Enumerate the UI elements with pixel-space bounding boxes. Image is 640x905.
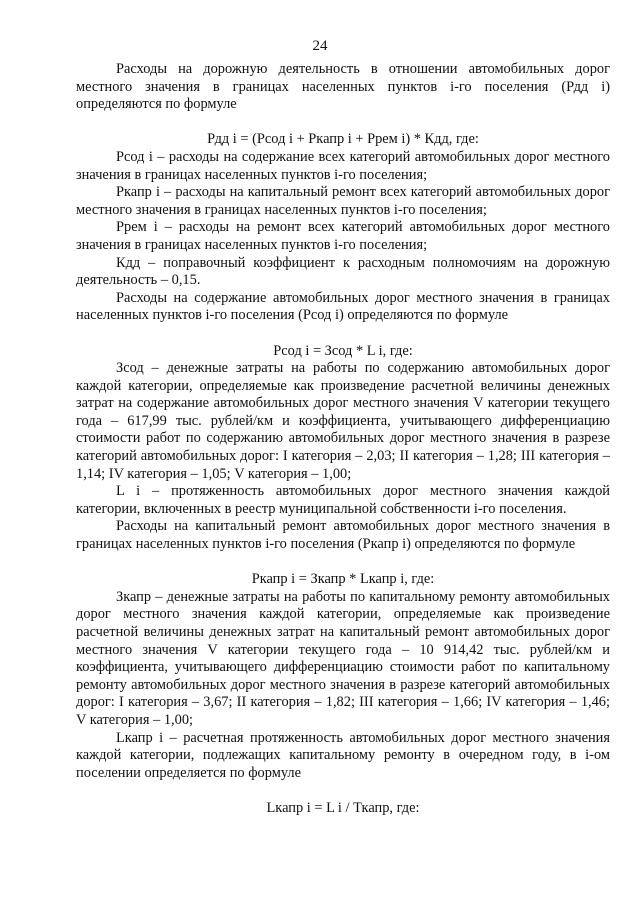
definition-li: L i – протяженность автомобильных дорог местного значения каждой категории, включенных в реестр муниципальной собственности i-го поселения. xyxy=(76,483,610,517)
formula-rdd: Рдд i = (Рсод i + Ркапр i + Ррем i) * Кдд, где: xyxy=(207,131,479,148)
paragraph-rsod-intro: Расходы на содержание автомобильных дорог местного значения в границах населенных пунктов i-го поселения (Рсод i) определяются по формуле xyxy=(76,289,610,324)
definition-kdd: Кдд – поправочный коэффициент к расходным полномочиям на дорожную деятельность – 0,15. xyxy=(76,254,610,289)
document-body xyxy=(76,61,610,818)
definition-rkapr: Ркапр i – расходы на капитальный ремонт всех категорий автомобильных дорог местного значения в границах населенных пунктов i-го поселения; xyxy=(76,184,610,218)
formula-lkapr: Lкапр i = L i / Ткапр, где: xyxy=(266,799,420,816)
definition-lkapr: Lкапр i – расчетная протяженность автомобильных дорог местного значения каждой категории, подлежащих капитальному ремонту в очередном году, в i-ом поселении определяется по формуле xyxy=(76,729,610,781)
definition-rsod: Рсод i – расходы на содержание всех категорий автомобильных дорог местного значения в границах населенных пунктов i-го поселения; xyxy=(76,148,610,183)
definition-zsod: Зсод – денежные затраты на работы по содержанию автомобильных дорог каждой категории, определяемые как произведение расчетной величины денежных затрат на содержание автомобильных дорог местного значения V категории текущего года – 617,99 тыс. рублей/км и коэффициента, учитывающего дифференциацию стоимости работ по содержанию автомобильных дорог местного значения в разрезе категорий автомобильных дорог: I категория – 2,03; II категория – 1,28; III категория – 1,14; IV категория – 1,05; V категория – 1,00; xyxy=(76,360,610,482)
definition-rrem: Ррем i – расходы на ремонт всех категорий автомобильных дорог местного значения в границах населенных пунктов i-го поселения; xyxy=(76,219,610,253)
page-number: 24 xyxy=(312,38,328,54)
paragraph-rdd-intro: Расходы на дорожную деятельность в отношении автомобильных дорог местного значения в границах населенных пунктов i-го поселения (Рдд i) определяются по формуле xyxy=(76,61,610,113)
formula-rkapr: Ркапр i = Зкапр * Lкапр i, где: xyxy=(251,571,435,588)
formula-rsod: Рсод i = Зсод * L i, где: xyxy=(273,342,413,359)
paragraph-rkapr-intro: Расходы на капитальный ремонт автомобильных дорог местного значения в границах населенных пунктов i-го поселения (Ркапр i) определяются по формуле xyxy=(76,518,610,553)
definition-zkapr: Зкапр – денежные затраты на работы по капитальному ремонту автомобильных дорог местного значения каждой категории, определяемые как произведение расчетной величины денежных затрат на капитальный ремонт автомобильных дорог местного значения V категории текущего года – 10 914,42 тыс. рублей/км и коэффициента, учитывающего дифференциацию стоимости работ по капитальному ремонту автомобильных дорог местного значения в разрезе категорий автомобильных дорог: I категория – 3,67; II категория – 1,82; III категория – 1,66; IV категория – 1,46; V категория – 1,00; xyxy=(76,588,610,728)
